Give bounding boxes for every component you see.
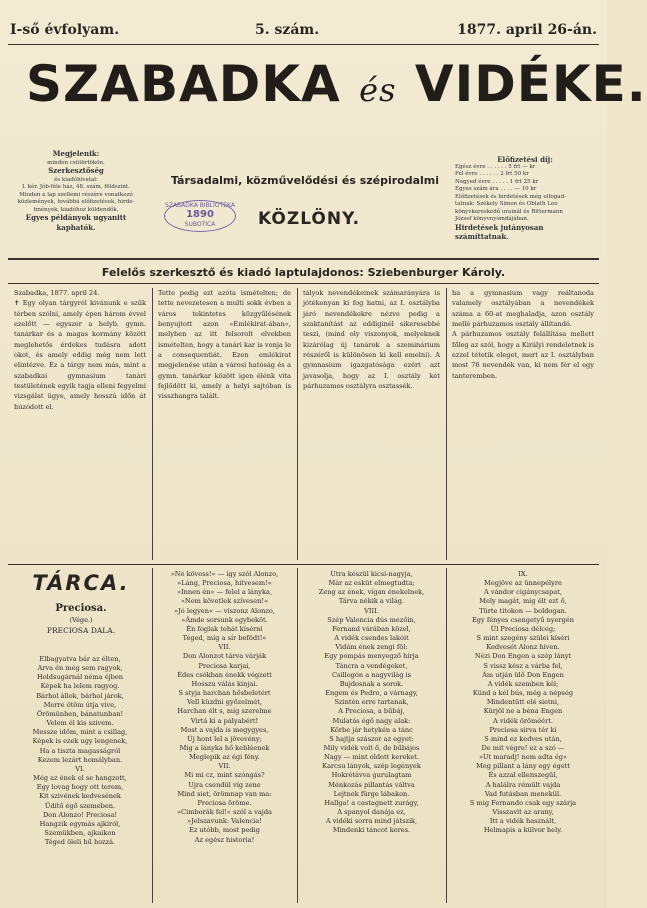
header-rule [8,44,599,45]
left-box-line: minden csütörtökön. [47,159,105,166]
volume-label: I-ső évfolyam. [10,22,120,38]
article-column-3: tályok nevendékeinek számarányára is jótékonyan ki fog hatni, az I. osztályba járó nevendékekre nézve pedig a szaktanítást az eddiginél sikeresebbé teszi, (mind oly viszonyok, melyeknek kizárólag új tanárok a szeminárium részéről is különösen ki kell emelni). A gymnasium igazgatósága ezért azt javasolja, hogy az I. osztály két párhuzamos osztályra osztassék. [303,289,440,391]
subtitle: Társadalmi, közművelődési és szépirodalmi [170,174,440,187]
right-box-line: Fél évre . . . . . . 2 frt 50 kr [455,171,529,177]
right-box-line: könyvkereskedő urainál és Bittermann [455,208,563,215]
left-box-line: Minden a lap szellemi részére vonatkozó [19,191,133,198]
feuilleton-rule [8,564,599,565]
issue-number: 5. szám. [255,22,320,38]
tarca-song-title: PRECIOSA DALA. [46,626,116,635]
left-box-line: I. kér. Jób-féle ház, 48. szám, földszint. [22,184,130,190]
left-box-heading: Megjelenik: [52,149,100,158]
right-box-line: Negyed évre . . . . . 1 frt 25 kr [455,178,539,185]
right-box-line: Egyes szám ára . . . . — 10 kr [455,186,537,192]
masthead-videke: VIDÉKE. [414,55,647,113]
masthead-szabadka: SZABADKA [26,55,341,113]
poem-column-2: »Ne kövess!« — így szól Alonzo, »Láng, Preciosa, hitvesem!« »Innen én« — felel a lányka, »Nem követlek szívesen!« »Jó legyen« — viszonz Alonzo, »Ámde sorsunk egybeköt. Én foglak tehát kísérni Téged, míg a sír befödt!« VII. Don Alonzot tárva várják Preciosa karjai, Édes csókban énekk végzett Hosszu válás kinjai. S styja harchan hősbeletért Vell küzdni győzelmét, Harchan élt s, míg szerelme Virtá ki a pályabért! Most a vajda is megygyes, Új hont lel a jövevény; Mig a lányka hő kebléenek Meglepik az égi fény. VII. Mi mi cz, mint szóngás? Ujra csendül víg zene Mind siet, örömnap van ma: Preciosa öröme. »Cimborák fel!« szól a vajda »Jelszavunk: Valencia! Ez utóbb, most pedig Az egész historia! [170,570,279,844]
right-box-line: Hirdetések jutányosan számíttatnak. [455,222,544,241]
article-column-1: Szabadka, 1877. april 24. ✝ Egy olyan tárgyról kivánunk e szűk térben szólni, amely épen három évvel ezelőtt — egyszer a helyb. gymn. tanárkar és a magas kormány között meglehetős érdekes tudásra adott okot, és amely eddig még nem lett elintézve. Ez a tárgy nem más, mint a szabadkai gymnasium tanári testületének egyik tagja elleni fegyelmi vizsgálat ügye, amely hosszú időn át húzódott el. [14,289,146,411]
poem-column-4: IX. Megjöve az ünnepélyre A vándor cigánycsapat, Mely magát, mig élt ezt ő, Türte titokon — boldogan. Egy fényes csengetyű nyergén Ül Preciosa délceg; S mint szegény szülei kíséri Kedvesét Alonz hiven. Nézi Don Engen a szép lányt S vissz kész a várba fel, Ám utján ülő Don Engen A vidék szemben kél; Künd a kél bús, még a népség Mindentütt elé sietni, Kürjöl ne a béna Engen A vidék öröméért. Preciosa sirva tér ki S mind ez kedves után, De mit végre! ez a szó — »Ut maradj! nem adta ég« Meg pillant a lány egy égett És azzal ellenszegül, A halálra rémült vajda Vad futásban menekül. S mig Fernando csak egy szárja Visszavit az arany, Itt a vidék használt, Helmapis a külvor hely. [469,570,577,835]
left-box-line: Szerkesztőség [48,166,104,175]
editor-line: Felelős szerkesztő és kiadó laptulajdonos: Sziebenburger Károly. [101,266,506,279]
poem-column-1: Elbagyatva bár az élten, Arva én még sem ragyok, Holdsugárnál néma éjben Képek ha lelem ragyog. Bárhol állok, bárhol járok, Merre ötöm útja vive, Örömünben, bánatunban! Velem él kis szivem. Messze időm, mint a csillag, Képek is ezek ugy lengenek, Ha a tiszta magasságról Kezem lezárt homályban. VI. Még az ének el se hangzott, Egy lovag hogy ott terem, Kit szivének kedvesének Üdítő égő szemében. Don Alonzo! Preciosa! Hangzik egymás ajkiról, Szemükben, ajkaikon Téged öleli hű hozzá. [32,655,128,847]
column-divider [446,288,447,560]
column-divider [152,568,153,903]
right-box-line: József könyvnyomdájában. [455,216,529,222]
masthead-rule [8,258,599,260]
library-stamp [164,200,236,232]
poem-column-3: Utra készül kicsi-nagyja, Már az esküt elmegtudta; Zeng az ének, vígan énekelnek, Tárva nékik a világ. VIII. Szép Valencia dús mezőin, Fernand várában közel, A vidék csendes lakóit Vidám ének zengi föl: Egy pompás menyegző hírja Táncra a vendégeket, Csillogón a nagyvilág is Bujdosnak a sorok. Engem és Pedro, a várnagy, Szintén erre tartanak, A Preciosa, a bűbáj, Mulatás égő nagy alak: Körbe jár hetykén a tánc S hajtja szászor az egyet: Mily vidék volt ő, de bűbájos Nagy — mint oldott kereket. Karcsu lányok, szép legények Hokrétávva gurulagtam Ménkozás pillantás váltva Lejtnek fürge lábakon. Hallga! a castagnett zurágy, A spanyol danája ez, A vidéki sorra mind játszik, Mindenki táncot keres. [318,570,425,835]
tarca-title: TÁRCA. [32,571,130,595]
editor-rule [8,283,599,284]
right-box-heading: Előfizetési díj: [497,155,553,164]
stamp-bottom: SUBOTICA [184,221,216,228]
masthead [26,55,647,113]
issue-date: 1877. april 26-án. [457,22,597,38]
right-box-line: Előfizetések és hirdetések még elfogad- [455,193,566,200]
left-box-line: Egyes példányok ugyanitt kaphatók. [25,213,127,232]
tarca-subtitle: Preciosa. [55,603,107,614]
column-divider [152,288,153,560]
article-column-2: Tette pedig ezt azóta ismételten; de tette nevezetesen a multi sokk évben a város tekintetes közgyűlésének benyujtott azon »Emlékirat-ában«, melyben az itt felsorolt elvekben ismételten, hogy a tanári kar is vonja le a consequentiát. Ezen emlékirat megjelenése után a városi hatóság és a gymn. tanárkar között igen élénk vita fejlődött ki, amely a helyi sajtóban is visszhangra talált. [158,289,291,401]
left-box-line: és kiadóhivatal: [54,176,98,183]
column-divider [446,568,447,903]
kozlony-title: KÖZLÖNY. [258,209,361,229]
right-box-line: Egész évre . . . . . . 5 frt — kr [455,163,536,170]
article-column-4: ha a gymnasium vagy reáltanoda valamely osztályában a nevendékek száma a 60-at meghaladja, azon osztály mellé párhuzamos osztály állítandó. A párhuzamos osztály felállítása mellett főleg az szól, hogy a Királyi rendeletnek is ezzel tétetik eleget, mert az I. osztályban most 76 nevendék van, ki nem fér el egy tanteremben. [452,289,594,380]
masthead-es: és [359,71,397,109]
tarca-note: (Vége.) [69,616,93,624]
column-divider [297,288,298,560]
right-info-box [455,156,595,243]
stamp-year: 1890 [186,209,214,220]
stamp-top: SZABADKA BIBLIOTEKA [165,202,235,209]
right-box-line: tatnak: Székely Simon és Oblath Leo [455,201,558,207]
issue-line [10,22,597,42]
tarca-header [20,571,142,635]
column-divider [297,568,298,903]
left-box-line: közlemények, továbbá előfizetések, hirde- [17,199,135,205]
left-box-line: tmények, kiadóhoz küldendők. [33,206,119,213]
left-info-box [12,150,140,233]
